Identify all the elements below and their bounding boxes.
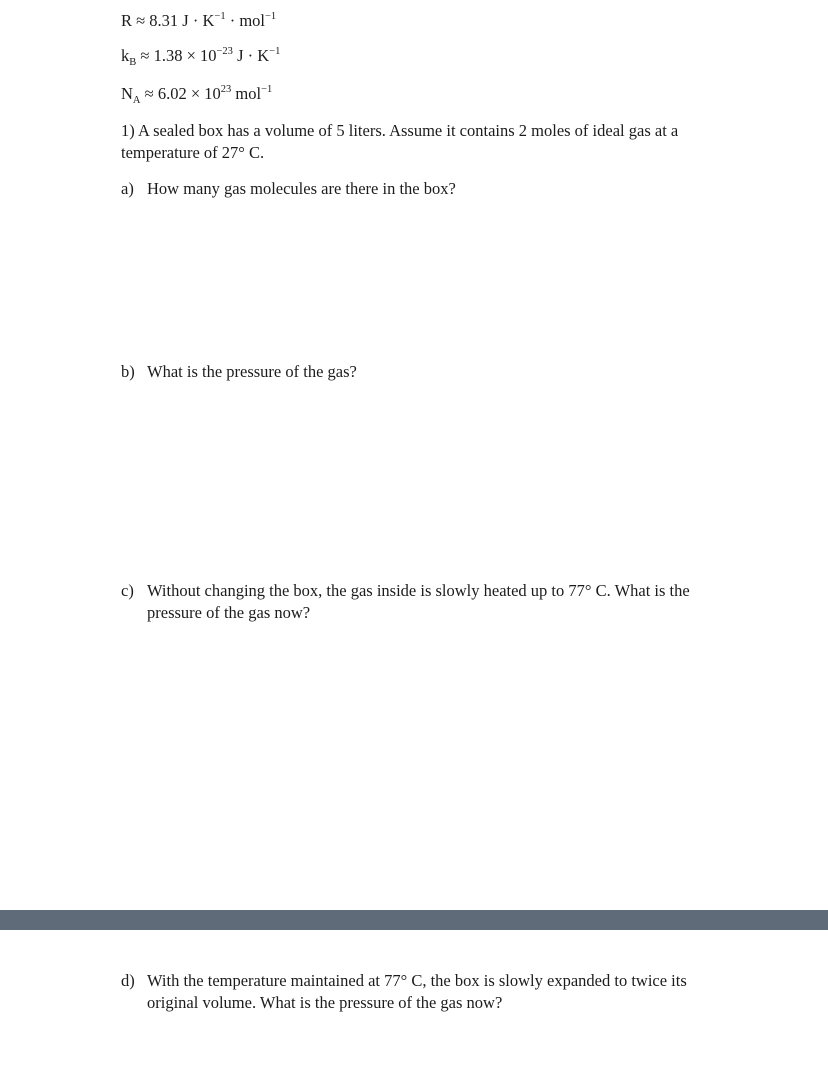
question-d-text: With the temperature maintained at 77° C, the box is slowly expanded to twice its original volume. What is the pressure of the gas now? <box>147 971 687 1012</box>
question-b <box>121 361 707 383</box>
gas-constant-exponent-2: −1 <box>265 11 277 22</box>
avogadro-unit-exponent: −1 <box>261 84 273 95</box>
page-divider-bar <box>0 910 828 930</box>
boltzmann-unit-exponent: −1 <box>269 46 281 57</box>
question-c-label: c) <box>121 581 134 600</box>
avogadro-subscript: A <box>132 95 141 106</box>
question-a-label: a) <box>121 179 134 198</box>
avogadro-symbol: N <box>121 84 133 103</box>
question-a-text: How many gas molecules are there in the box? <box>147 179 456 198</box>
boltzmann-symbol: k <box>121 46 130 65</box>
constant-avogadro <box>121 84 272 107</box>
question-b-label: b) <box>121 362 135 381</box>
question-a <box>121 178 707 200</box>
avogadro-exponent: 23 <box>220 84 232 95</box>
problem-statement: 1) A sealed box has a volume of 5 liters. Assume it contains 2 moles of ideal gas at a temperature of 27° C. <box>121 121 679 162</box>
question-d <box>121 970 707 1014</box>
question-c-text: Without changing the box, the gas inside is slowly heated up to 77° C. What is the pressure of the gas now? <box>147 581 690 622</box>
constant-gas-constant <box>121 11 276 34</box>
question-d-label: d) <box>121 971 135 990</box>
question-b-text: What is the pressure of the gas? <box>147 362 357 381</box>
constant-boltzmann <box>121 46 280 69</box>
avogadro-value: ≈ 6.02 × 10 <box>140 84 221 103</box>
boltzmann-exponent: −23 <box>216 46 233 57</box>
gas-constant-unit: · mol <box>225 11 265 30</box>
question-c <box>121 580 707 624</box>
gas-constant-exponent-1: −1 <box>214 11 226 22</box>
gas-constant-text: R ≈ 8.31 J · K <box>121 11 215 30</box>
boltzmann-unit: J · K <box>232 46 270 65</box>
boltzmann-value: ≈ 1.38 × 10 <box>136 46 217 65</box>
avogadro-unit: mol <box>231 84 262 103</box>
boltzmann-subscript: B <box>129 57 137 68</box>
